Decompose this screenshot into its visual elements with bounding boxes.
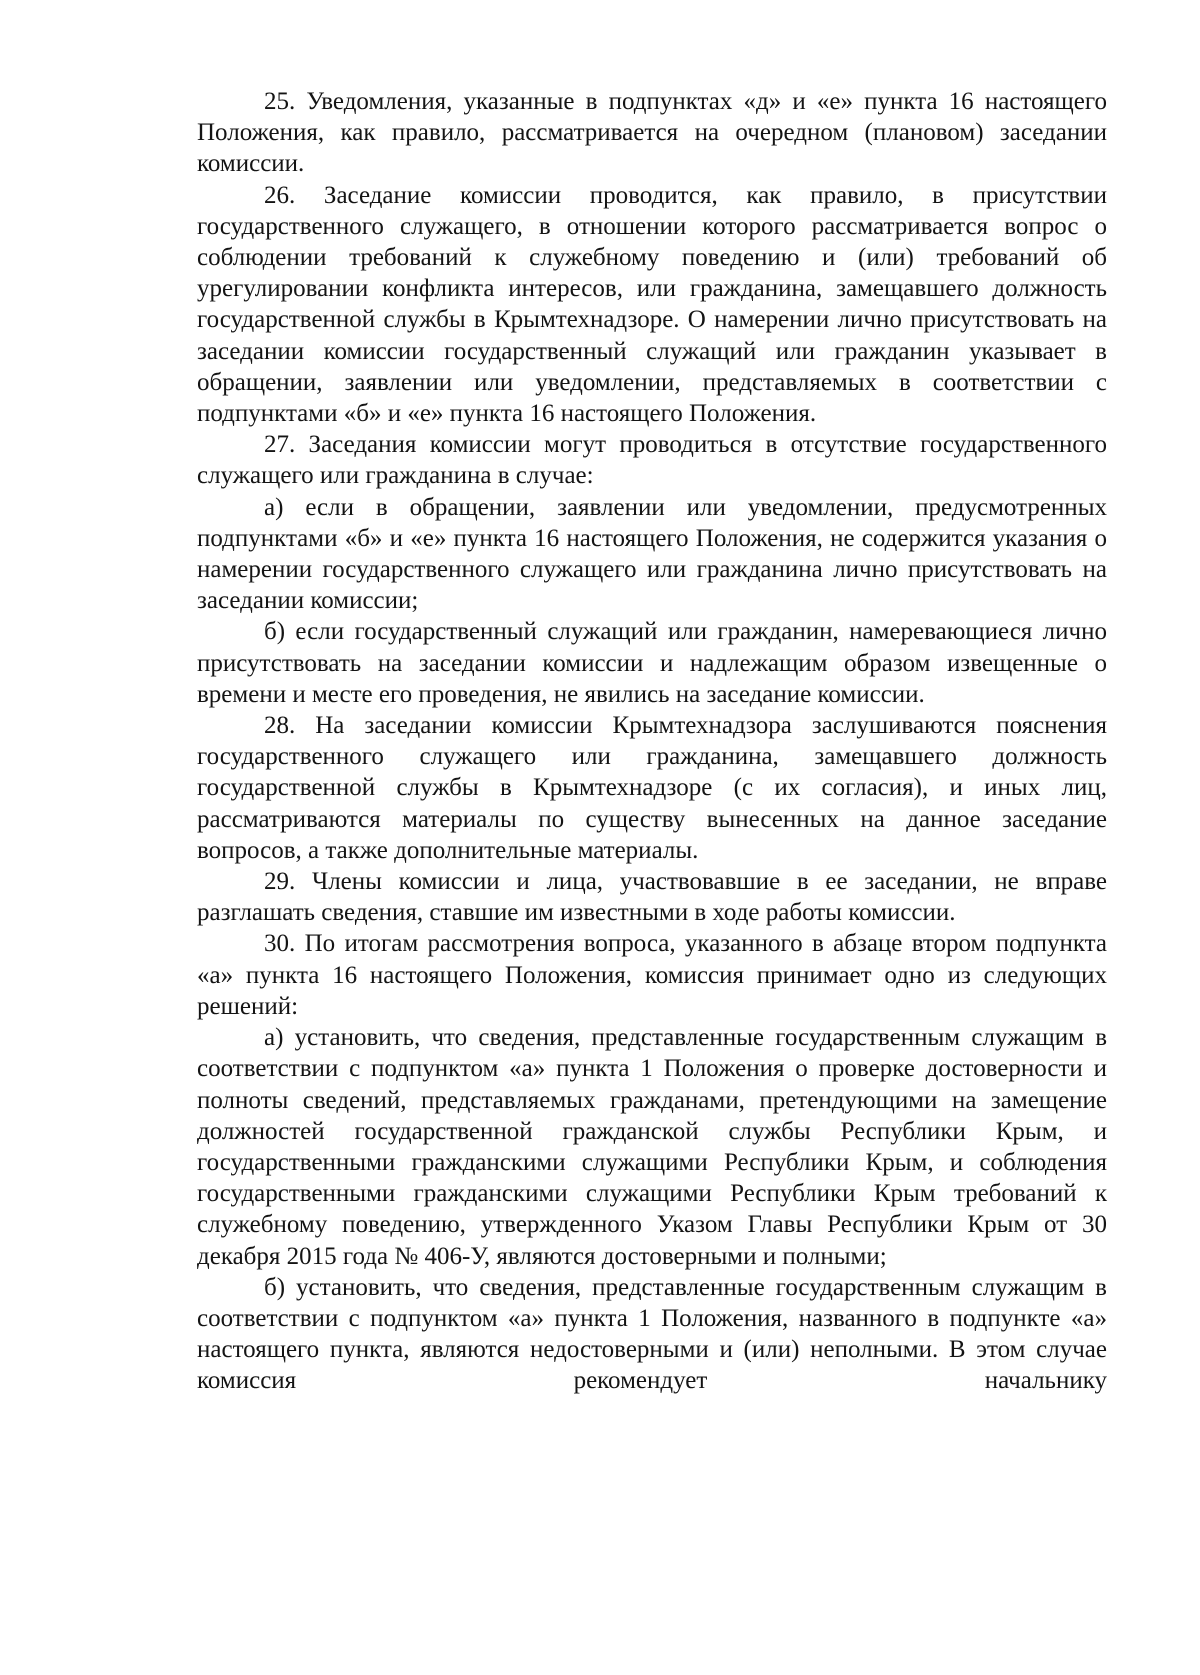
paragraph-25: 25. Уведомления, указанные в подпунктах «д» и «е» пункта 16 настоящего Положения, как правило, рассматривается на очередном (плановом) заседании комиссии.	[197, 88, 1107, 178]
paragraph-27-b: б) если государственный служащий или гражданин, намеревающиеся лично присутствовать на заседании комиссии и надлежащим образом извещенные о времени и месте его проведения, не явились на заседание комиссии.	[197, 618, 1107, 708]
paragraph-27-a: а) если в обращении, заявлении или уведомлении, предусмотренных подпунктами «б» и «е» пункта 16 настоящего Положения, не содержится указания о намерении государственного служащего или гражданина лично присутствовать на заседании комиссии;	[197, 493, 1107, 615]
paragraph-28: 28. На заседании комиссии Крымтехнадзора заслушиваются пояснения государственного служащего или гражданина, замещавшего должность государственной службы в Крымтехнадзоре (с их согласия), и иных лиц, рассматриваются материалы по существу вынесенных на данное заседание вопросов, а также дополнительные материалы.	[197, 712, 1107, 864]
paragraph-27: 27. Заседания комиссии могут проводиться в отсутствие государственного служащего или гражданина в случае:	[197, 431, 1107, 490]
paragraph-29: 29. Члены комиссии и лица, участвовавшие в ее заседании, не вправе разглашать сведения, ставшие им известными в ходе работы комиссии.	[197, 868, 1107, 927]
document-body	[197, 86, 1107, 1397]
paragraph-30: 30. По итогам рассмотрения вопроса, указанного в абзаце втором подпункта «а» пункта 16 настоящего Положения, комиссия принимает одно из следующих решений:	[197, 930, 1107, 1020]
paragraph-30-b: б) установить, что сведения, представленные государственным служащим в соответствии с подпунктом «а» пункта 1 Положения, названного в подпункте «а» настоящего пункта, являются недостоверными и (или) неполными. В этом случае комиссия рекомендует начальнику	[197, 1273, 1107, 1395]
paragraph-30-a: а) установить, что сведения, представленные государственным служащим в соответствии с подпунктом «а» пункта 1 Положения о проверке достоверности и полноты сведений, представляемых гражданами, претендующими на замещение должностей государственной гражданской службы Республики Крым, и государственными гражданскими служащими Республики Крым, и соблюдения государственными гражданскими служащими Республики Крым требований к служебному поведению, утвержденного Указом Главы Республики Крым от 30 декабря 2015 года № 406-У, являются достоверными и полными;	[197, 1024, 1107, 1270]
paragraph-26: 26. Заседание комиссии проводится, как правило, в присутствии государственного служащего, в отношении которого рассматривается вопрос о соблюдении требований к служебному поведению и (или) требований об урегулировании конфликта интересов, или гражданина, замещавшего должность государственной службы в Крымтехнадзоре. О намерении лично присутствовать на заседании комиссии государственный служащий или гражданин указывает в обращении, заявлении или уведомлении, представляемых в соответствии с подпунктами «б» и «е» пункта 16 настоящего Положения.	[197, 181, 1107, 428]
